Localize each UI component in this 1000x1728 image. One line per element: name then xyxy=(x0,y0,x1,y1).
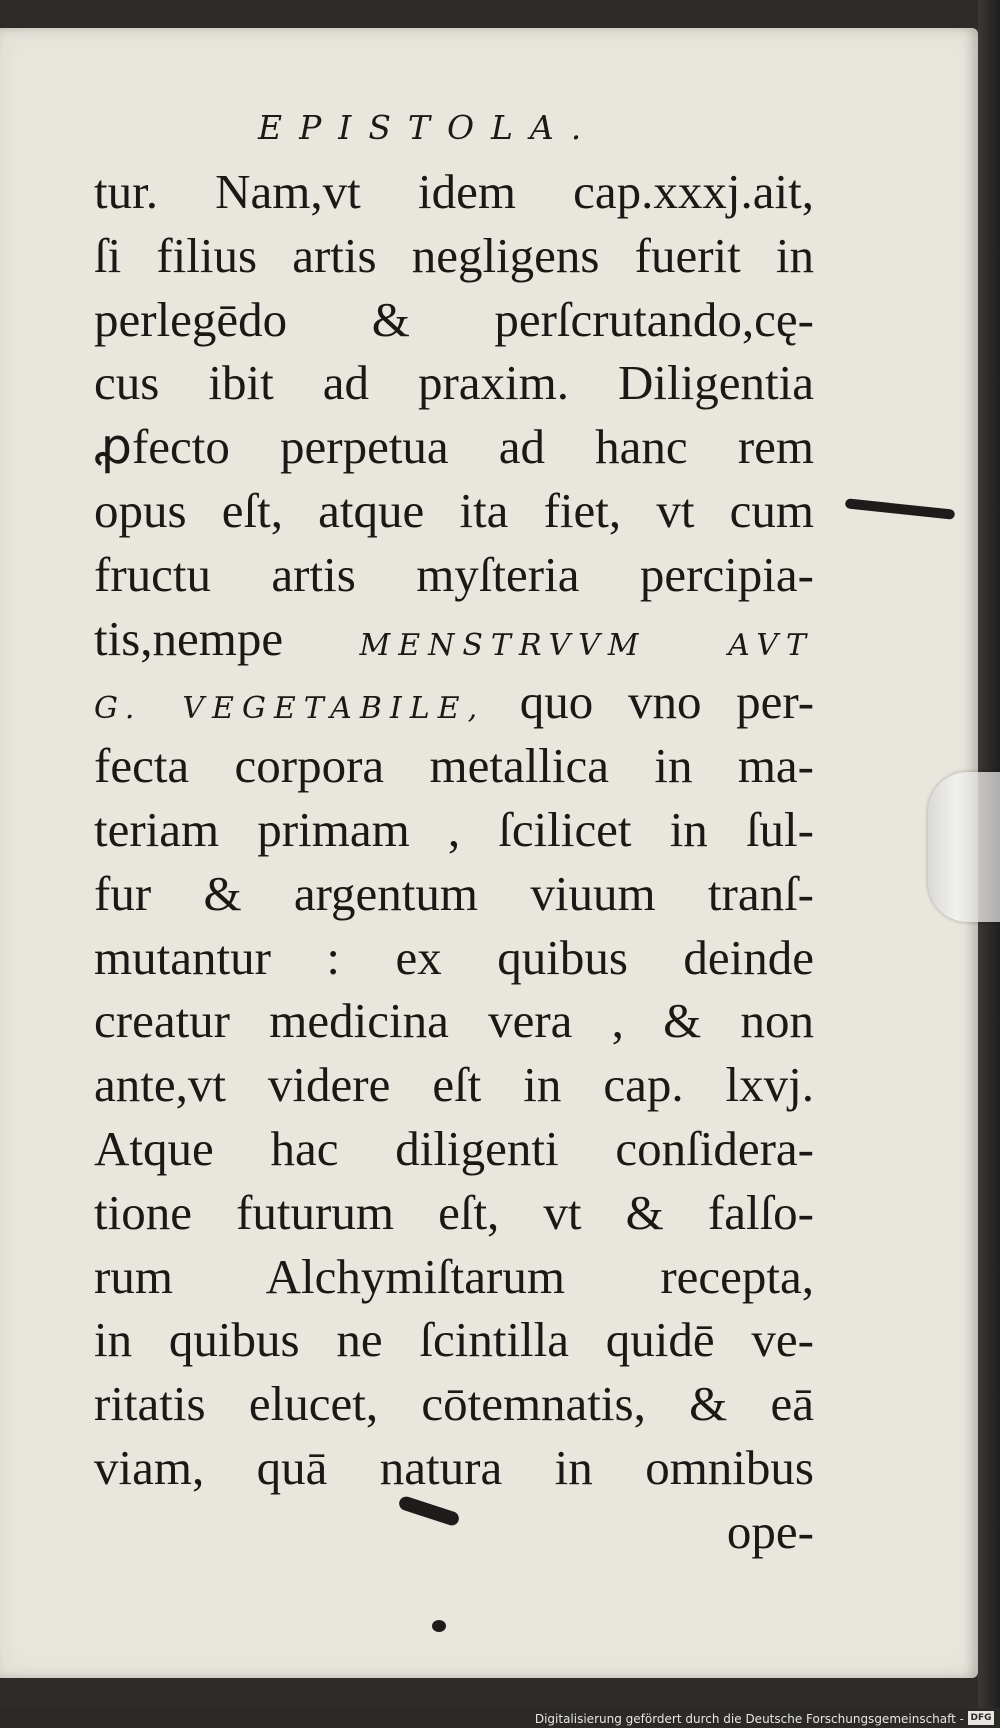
digitization-credit: Digitalisierung gefördert durch die Deutsche Forschungsgemeinschaft - xyxy=(534,1712,964,1726)
text-line: teriam primam , ſcilicet in ſul- xyxy=(94,801,814,857)
text-line: rum Alchymiſtarum recepta, xyxy=(94,1248,814,1304)
page-clip xyxy=(928,772,1000,922)
ink-stroke-mark xyxy=(845,498,955,519)
small-caps-term: G. VEGETABILE, xyxy=(94,691,486,727)
small-caps-term: MENSTRVVM AVT xyxy=(359,627,814,663)
catchword: ope- xyxy=(726,1503,814,1559)
book-page xyxy=(0,28,978,1678)
text-line: ritatis elucet, cōtemnatis, & eā xyxy=(94,1376,814,1432)
text-line: fecta corpora metallica in ma- xyxy=(94,738,814,794)
body-text xyxy=(94,160,814,1564)
text-line: in quibus ne ſcintilla quidē ve- xyxy=(94,1312,814,1368)
text-line: opus eſt, atque ita fiet, vt cum xyxy=(94,482,814,538)
text-line: mutantur : ex quibus deinde xyxy=(94,929,814,985)
text-line: tione futurum eſt, vt & falſo- xyxy=(94,1184,814,1240)
text-line: perlegēdo & perſcrutando,cę- xyxy=(94,291,814,347)
text-fragment: quo vno per- xyxy=(519,674,815,730)
text-fragment: tis,nempe xyxy=(94,610,284,666)
text-line-menstruum xyxy=(94,607,814,671)
text-line: creatur medicina vera , & non xyxy=(94,993,814,1049)
text-line: ante,vt videre eſt in cap. lxvj. xyxy=(94,1057,814,1113)
text-line: ſi filius artis negligens fuerit in xyxy=(94,227,814,283)
text-line: viam, quā natura in omnibus xyxy=(94,1439,814,1495)
text-line: cus ibit ad praxim. Diligentia xyxy=(94,355,814,411)
text-line: fructu artis myſteria percipia- xyxy=(94,546,814,602)
dfg-logo-icon: DFG xyxy=(968,1711,994,1725)
text-line: Atque hac diligenti conſidera- xyxy=(94,1120,814,1176)
text-line-vegetabile xyxy=(94,670,814,734)
text-line: tur. Nam,vt idem cap.xxxj.ait, xyxy=(94,164,814,219)
footer-bar xyxy=(0,1708,1000,1728)
text-line: ꝓfecto perpetua ad hanc rem xyxy=(94,419,814,475)
running-header: EPISTOLA. xyxy=(258,108,599,147)
ink-dot-mark xyxy=(432,1620,446,1632)
text-line: fur & argentum viuum tranſ- xyxy=(94,865,814,921)
